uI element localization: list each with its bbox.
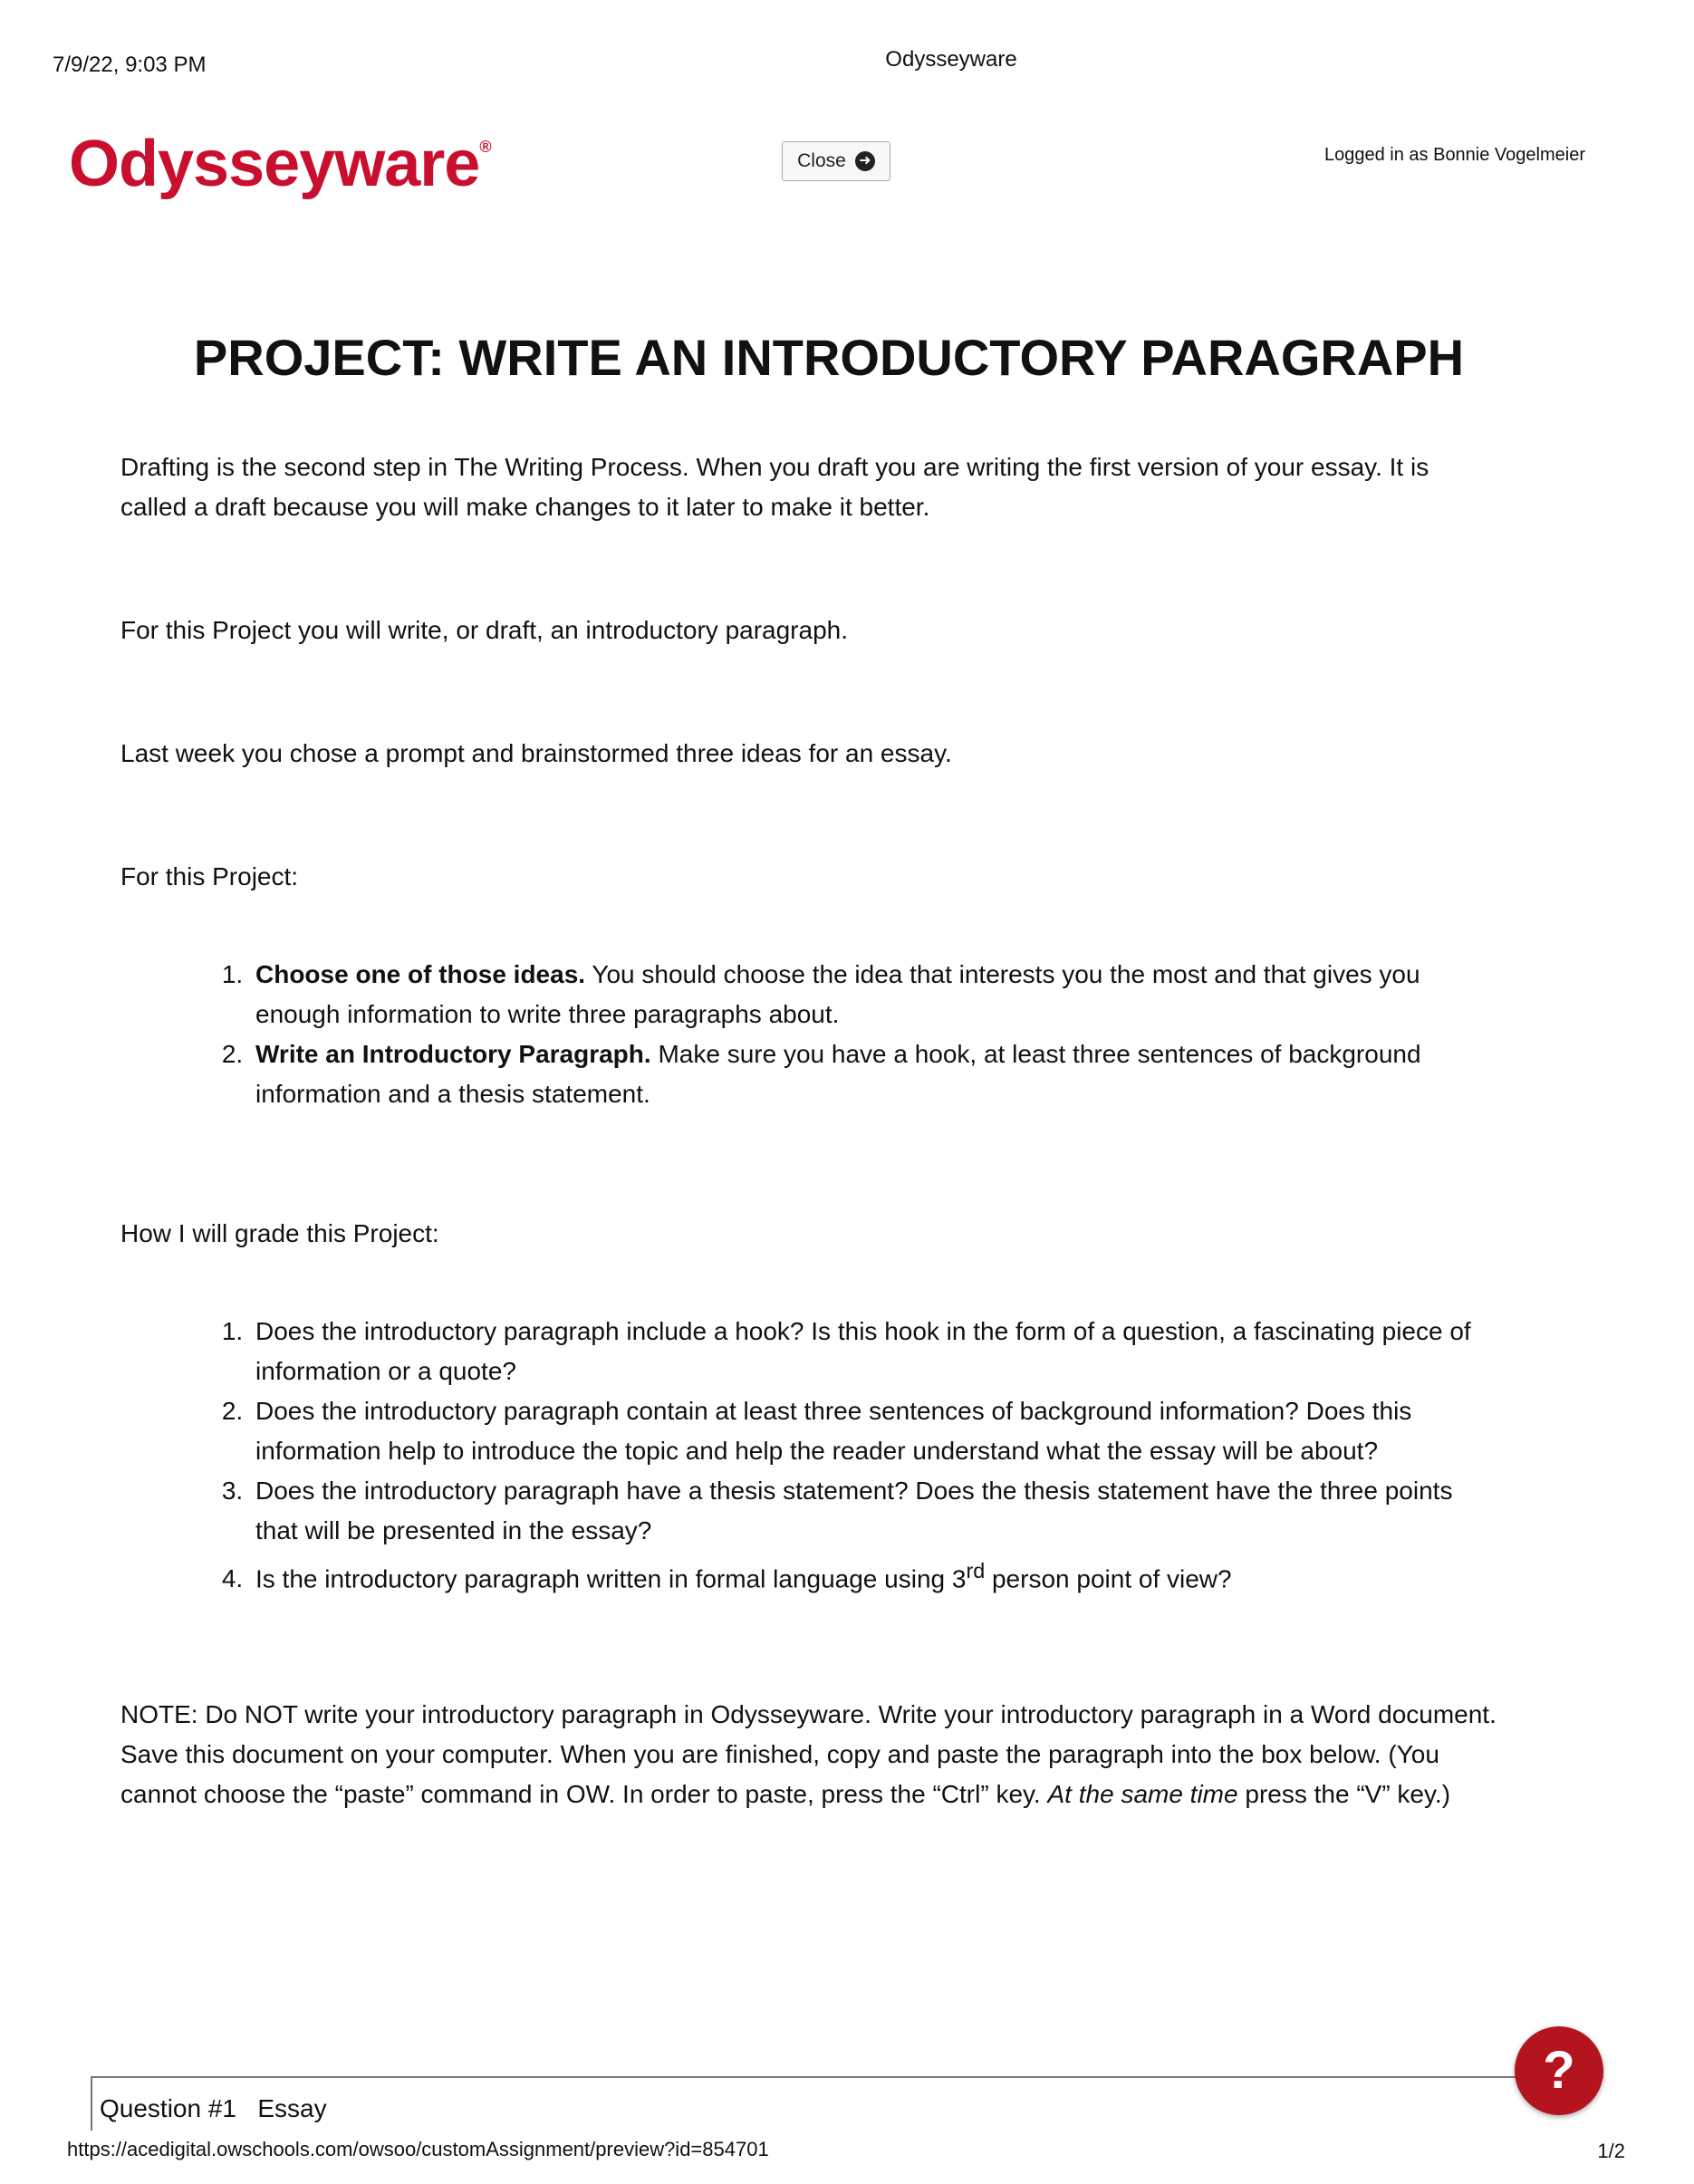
grading-4-text-end: person point of view? [985,1564,1232,1593]
list-item: 3. Does the introductory paragraph have a thesis statement? Does the thesis statement have the three points that will be presented in the essay? [250,1471,1497,1551]
footer-url: https://acedigital.owschools.com/owsoo/customAssignment/preview?id=854701 [67,2138,769,2160]
logo-text: Odysseyware [69,128,480,200]
page-number: 1/2 [1597,2140,1625,2162]
list-item [250,955,1497,1034]
step-bold: Choose one of those ideas. [255,960,586,988]
print-datetime: 7/9/22, 9:03 PM [53,53,207,77]
step-text: Make sure you have a hook, at least three sentences of background information and a thesis statement. [255,1040,1421,1108]
list-item: 1. Does the introductory paragraph include a hook? Is this hook in the form of a question, a fascinating piece of information or a quote? [250,1312,1497,1391]
page-title: PROJECT: WRITE AN INTRODUCTORY PARAGRAPH [193,329,1465,386]
last-week-text: Last week you chose a prompt and brainstormed three ideas for an essay. [120,739,952,767]
logo-registered-mark: ® [479,138,491,156]
logged-in-user: Logged in as Bonnie Vogelmeier [1324,145,1585,165]
intro-paragraph: Drafting is the second step in The Writing Process. When you draft you are writing the first version of your essay. It is called a draft because you will make changes to it later to make it better. [120,453,1429,521]
question-type: Essay [257,2094,327,2122]
grading-list [120,1312,1497,1599]
question-label: Question #1 [100,2094,236,2122]
note-italic: At the same time [1047,1780,1238,1809]
grading-heading: How I will grade this Project: [120,1219,439,1247]
question-box [91,2076,1603,2131]
help-button[interactable] [1515,2026,1603,2115]
arrow-circle-right-icon: ➜ [855,151,875,171]
step-text: You should choose the idea that interests you the most and that gives you enough information to write three paragraphs about. [255,960,1420,1028]
close-button-label: Close [797,150,846,171]
steps-heading: For this Project: [120,862,299,890]
step-bold: Write an Introductory Paragraph. [255,1040,651,1068]
grading-4-sup: rd [966,1559,986,1583]
project-description: For this Project you will write, or draft, an introductory paragraph. [120,616,849,644]
list-item [250,1034,1497,1114]
grading-4-text: Is the introductory paragraph written in formal language using 3 [255,1564,967,1593]
list-item: 2. Does the introductory paragraph contain at least three sentences of background information? Does this information help to introduce the topic and help the reader understand what the essay will be about? [250,1391,1497,1471]
assignment-content [120,447,1497,1814]
note-text-end: press the “V” key.) [1237,1780,1451,1809]
list-item [250,1551,1497,1599]
close-button[interactable] [782,141,890,181]
note-text: NOTE: Do NOT write your introductory paragraph in Odysseyware. Write your introductory paragraph in a Word document. Save this document on your computer. When you are finished, copy and paste the paragraph into the box below. (You cannot choose the “paste” command in OW. In order to paste, press the “Ctrl” key. [120,1700,1497,1809]
odysseyware-logo[interactable] [69,127,491,201]
question-mark-icon: ? [1543,2041,1575,2100]
print-site-title: Odysseyware [885,47,1017,72]
note-paragraph [120,1695,1497,1814]
steps-list [120,955,1497,1114]
